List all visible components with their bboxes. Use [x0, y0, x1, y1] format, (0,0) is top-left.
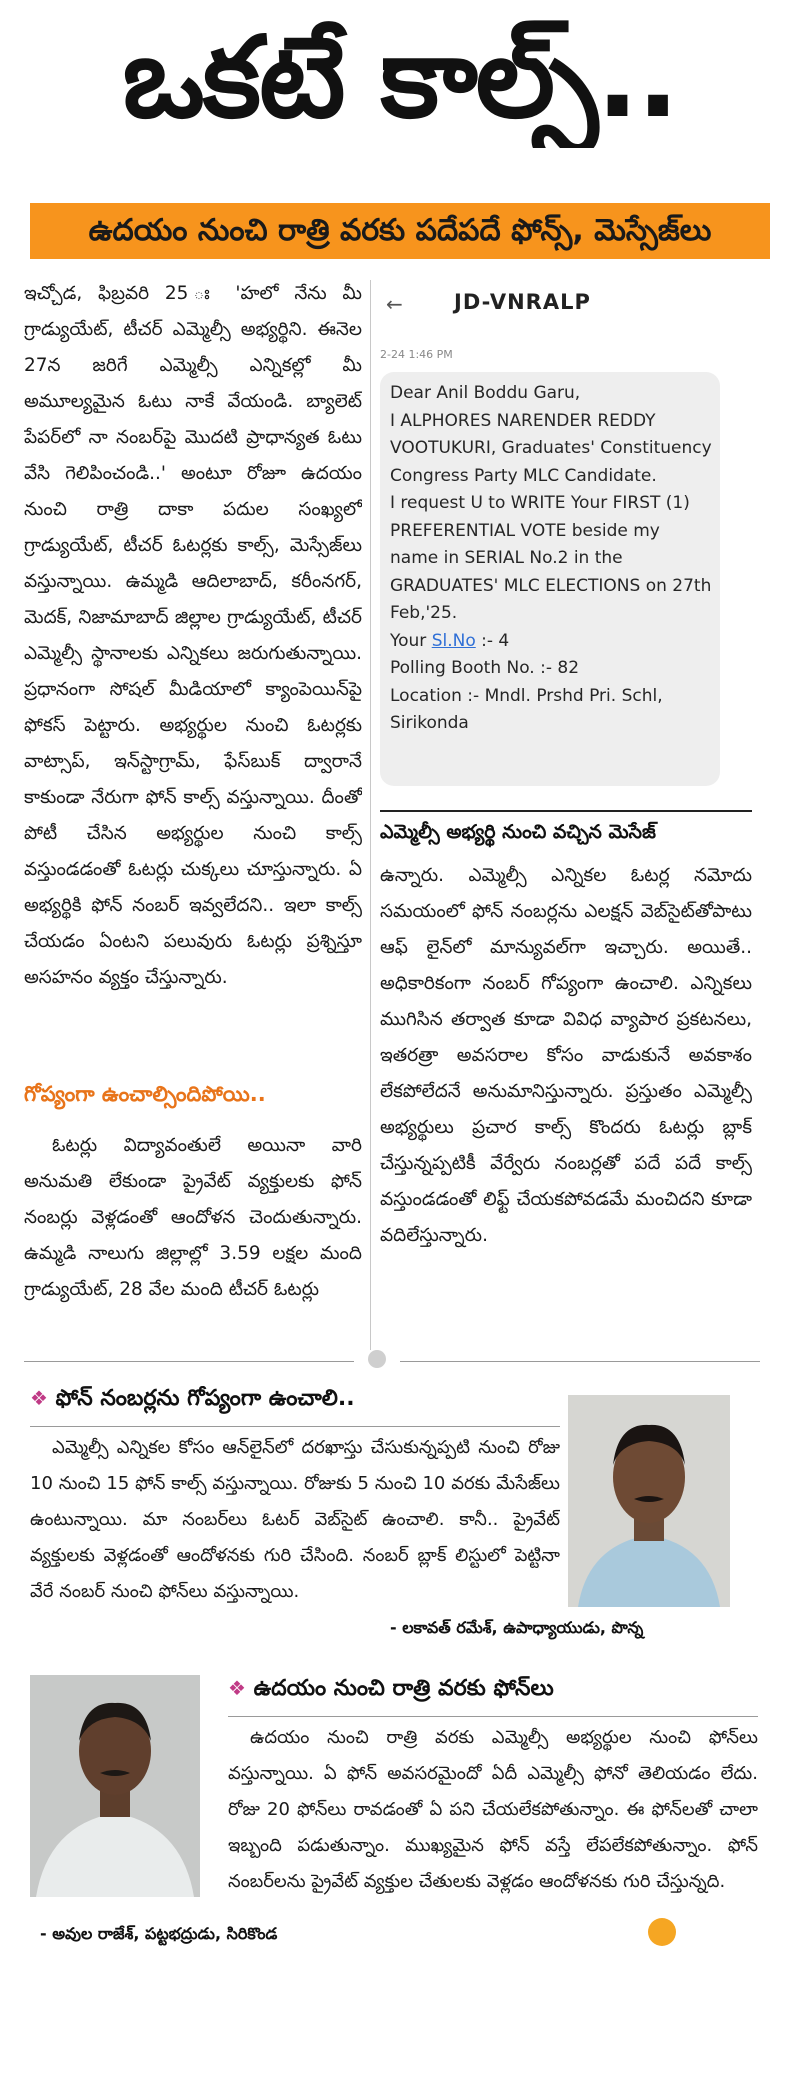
photo-avula-rajesh	[30, 1675, 200, 1897]
quote-1-body: ఎమ్మెల్సీ ఎన్నికల కోసం ఆన్‌లైన్‌లో దరఖాస్తు చేసుకున్నప్పటి నుంచి రోజు 10 నుంచి 15 ఫోన్ కాల్స్ వస్తున్నాయి. రోజుకు 5 నుంచి 10 వరకు మేసేజ్‌లు ఉంటున్నాయి. మా నంబర్‌లు ఓటర్ వెబ్‌సైట్ ఉంచాలి. కానీ.. ప్రైవేట్ వ్యక్తులకు వెళ్లడంతో ఆందోళనకు గురి చేసింది. నంబర్ బ్లాక్ లిస్టులో పెట్టినా వేరే నంబర్ నుంచి ఫోన్‌లు వస్తున్నాయి.	[30, 1437, 560, 1602]
quote-2-title-text: ఉదయం నుంచి రాత్రి వరకు ఫోన్‌లు	[253, 1676, 554, 1701]
section-divider-left	[24, 1361, 354, 1362]
right-paragraph: ఉన్నారు. ఎమ్మెల్సీ ఎన్నికల ఓటర్ల నమోదు సమయంలో ఫోన్ నంబర్లను ఎలక్షన్ వెబ్‌సైట్‌తోపాటు ఆఫ్ లైన్‌లో మాన్యువల్‌గా ఇచ్చారు. అయితే.. అధికారికంగా నంబర్ గోప్యంగా ఉంచాలి. ఎన్నికలు ముగిసిన తర్వాత కూడా వివిధ వ్యాపార ప్రకటనలు, ఇతరత్రా అవసరాల కోసం వాడుకునే అవకాశం లేకపోలేదనే అనుమానిస్తున్నారు. ప్రస్తుతం ఎమ్మెల్సీ అభ్యర్థులు ప్రచార కాల్స్ కొందరు ఓటర్లు బ్లాక్ చేస్తున్నప్పటికీ వేర్వేరు నంబర్లతో పదే పదే కాల్స్ వస్తుండడంతో లిఫ్ట్ చేయకపోవడమే మంచిదని కూడా వదిలేస్తున్నారు.	[380, 865, 752, 1246]
sms-message-text: Dear Anil Boddu Garu, I ALPHORES NARENDER REDDY VOOTUKURI, Graduates' Constituency Congress Party MLC Candidate. I request U to WRITE Your FIRST (1) PREFERENTIAL VOTE beside my name in SERIAL No.2 in the GRADUATES' MLC ELECTIONS on 27th Feb,'25. Your	[390, 383, 712, 651]
sms-sender: JD-VNRALP	[454, 290, 591, 314]
left-paragraph-1: ఇచ్చోడ, ఫిబ్రవరి 25 ః 'హలో నేను మీ గ్రాడ్యుయేట్, టీచర్ ఎమ్మెల్సీ అభ్యర్థిని. ఈనెల 27న జరిగే ఎమ్మెల్సీ ఎన్నికల్లో మీ అమూల్యమైన ఓటు నాకే వేయండి. బ్యాలెట్ పేపర్‌లో నా నంబర్‌పై మొదటి ప్రాధాన్యత ఓటు వేసి గెలిపించండి..' అంటూ రోజూ ఉదయం నుంచి రాత్రి దాకా పదుల సంఖ్యలో గ్రాడ్యుయేట్, టీచర్ ఓటర్లకు కాల్స్, మెస్సేజ్‌లు వస్తున్నాయి. ఉమ్మడి ఆదిలాబాద్, కరీంనగర్, మెదక్, నిజామాబాద్ జిల్లాల గ్రాడ్యుయేట్, టీచర్ ఎమ్మెల్సీ స్థానాలకు ఎన్నికలు జరుగుతున్నాయి. ప్రధానంగా సోషల్ మీడియాలో క్యాంపెయిన్‌పై ఫోకస్ పెట్టారు. అభ్యర్థుల నుంచి ఓటర్లకు వాట్సాప్, ఇన్‌స్టాగ్రామ్, ఫేస్‌బుక్ ద్వారానే కాకుండా నేరుగా ఫోన్ కాల్స్ వస్తున్నాయి. దీంతో పోటీ చేసిన అభ్యర్థుల నుంచి కాల్స్ వస్తుండడంతో ఓటర్లు చుక్కలు చూస్తున్నారు. ఏ అభ్యర్థికి ఫోన్ నంబర్ ఇవ్వలేదని.. ఇలా కాల్స్ చేయడం ఏంటని పలువురు ఓటర్లు ప్రశ్నిస్తూ అసహనం వ్యక్తం చేస్తున్నారు.	[24, 283, 362, 988]
quote-1-title-text: ఫోన్ నంబర్లను గోప్యంగా ఉంచాలి..	[55, 1386, 355, 1411]
separator-ornament-icon	[368, 1350, 386, 1368]
photo-lakavat-ramesh	[568, 1395, 730, 1607]
quote-1-underline	[30, 1426, 560, 1427]
left-subhead: గోప్యంగా ఉంచాల్సిందిపోయి..	[24, 1082, 266, 1106]
quote-1-title	[30, 1386, 550, 1416]
quote-2-title	[228, 1676, 748, 1706]
quote-1-byline: - లకావత్ రమేశ్, ఉపాధ్యాయుడు, పొన్న	[390, 1618, 644, 1637]
portrait-icon	[30, 1675, 200, 1897]
sms-message-text-end: :- 4 Polling Booth No. :- 82 Location :- Mndl. Prshd Pri. Schl, Sirikonda	[390, 630, 663, 733]
sms-message	[390, 380, 712, 738]
left-paragraph-2: ఓటర్లు విద్యావంతులే అయినా వారి అనుమతి లేకుండా ప్రైవేట్ వ్యక్తులకు ఫోన్ నంబర్లు వెళ్లడంతో ఆందోళన చెందుతున్నారు. ఉమ్మడి నాలుగు జిల్లాల్లో 3.59 లక్షల మంది గ్రాడ్యుయేట్, 28 వేల మంది టీచర్ ఓటర్లు	[24, 1135, 362, 1300]
sms-caption: ఎమ్మెల్సీ అభ్యర్థి నుంచి వచ్చిన మెసేజ్	[380, 810, 752, 854]
sms-serial-link[interactable]: Sl.No	[431, 630, 476, 651]
sms-bubble	[380, 372, 720, 786]
quote-2-byline: - అవుల రాజేశ్, పట్టభద్రుడు, సిరికొండ	[40, 1924, 278, 1943]
deck-banner: ఉదయం నుంచి రాత్రి వరకు పదేపదే ఫోన్స్, మెస్సేజ్‌లు	[30, 203, 770, 259]
diamond-bullet-icon: ❖	[228, 1676, 246, 1700]
quote-2-body: ఉదయం నుంచి రాత్రి వరకు ఎమ్మెల్సీ అభ్యర్థుల నుంచి ఫోన్‌లు వస్తున్నాయి. ఏ ఫోన్ అవసరమైందో ఏదీ ఎమ్మెల్సీ ఫోనో తెలియడం లేదు. రోజు 20 ఫోన్‌లు రావడంతో ఏ పని చేయలేకపోతున్నాం. ఈ ఫోన్‌లతో చాలా ఇబ్బంది పడుతున్నాం. ముఖ్యమైన ఫోన్ వస్తే లేపలేకపోతున్నాం. ఫోన్ నంబర్‌లను ప్రైవేట్ వ్యక్తుల చేతులకు వెళ్లడం ఆందోళనకు గురి చేస్తున్నది.	[228, 1727, 758, 1892]
headline: ఒకటే కాల్స్..	[122, 13, 678, 143]
quote-2-underline	[228, 1716, 758, 1717]
sms-screenshot	[380, 280, 742, 808]
sms-timestamp: 2-24 1:46 PM	[380, 348, 453, 361]
page-ornament-icon	[648, 1918, 676, 1946]
diamond-bullet-icon: ❖	[30, 1386, 48, 1410]
section-divider-right	[400, 1361, 760, 1362]
column-divider	[370, 280, 371, 1350]
back-arrow-icon[interactable]: ←	[386, 292, 403, 316]
portrait-icon	[568, 1395, 730, 1607]
